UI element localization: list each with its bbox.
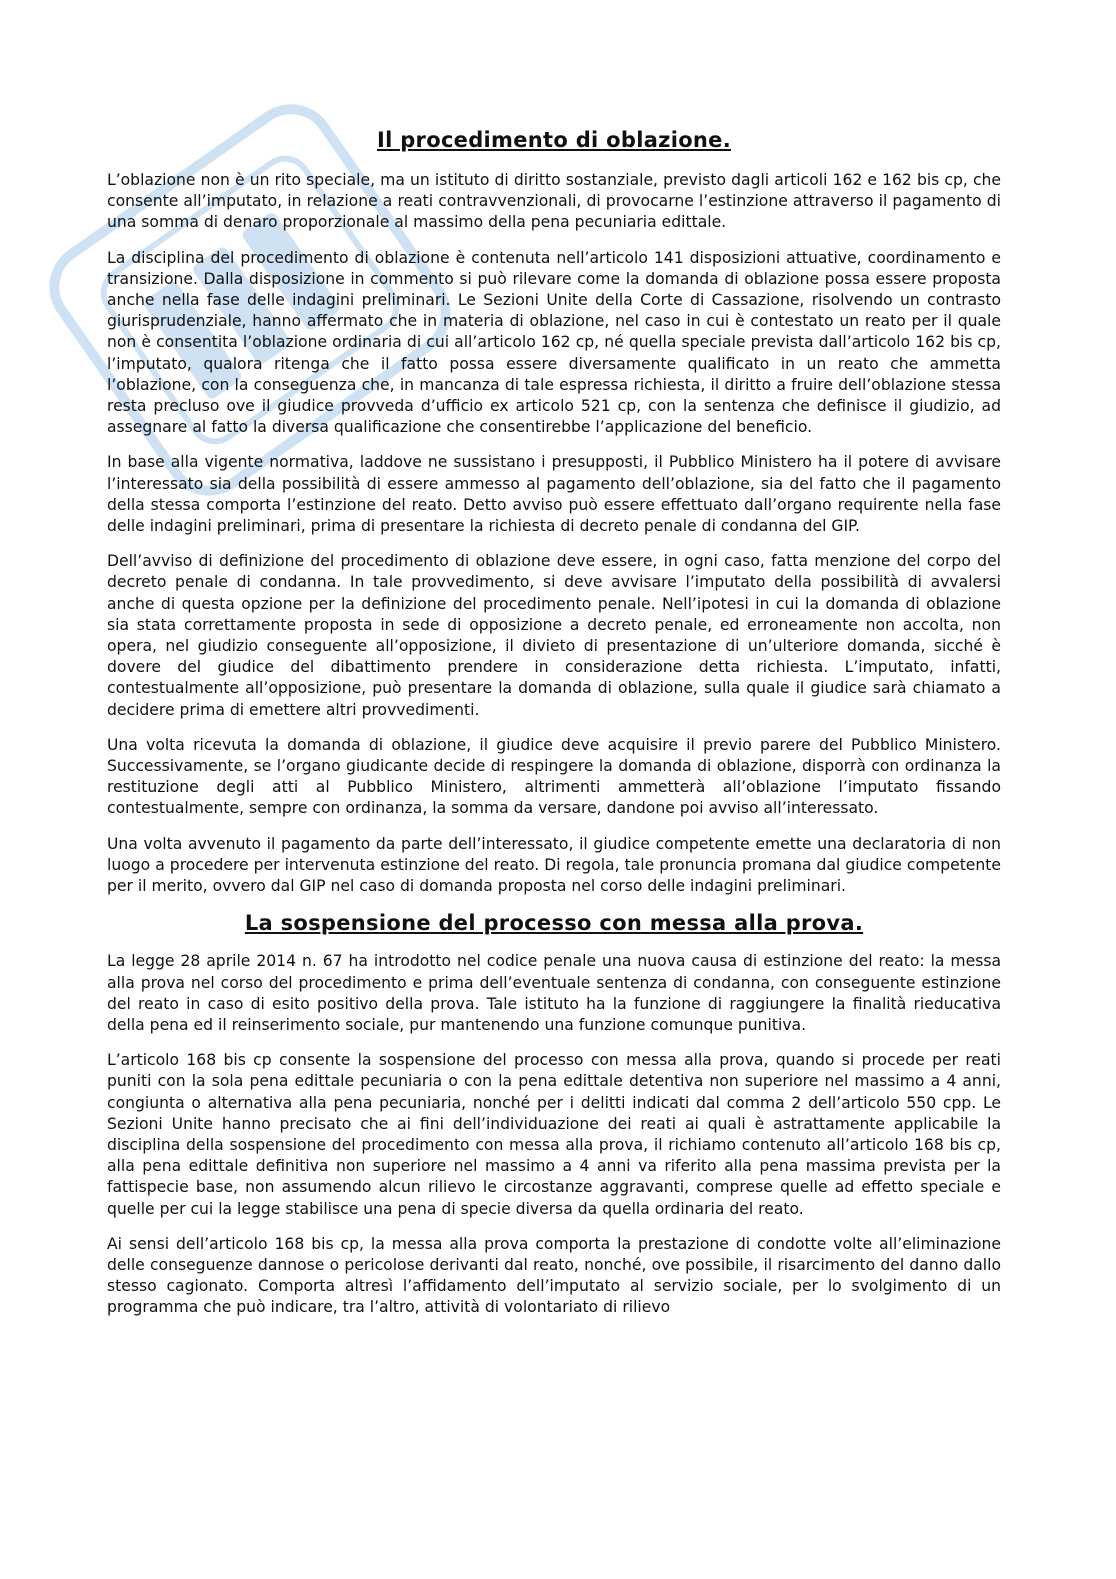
document-page: [107, 128, 1001, 1333]
paragraph: In base alla vigente normativa, laddove ne sussistano i presupposti, il Pubblico Ministero ha il potere di avvisare l’interessato sia della possibilità di essere ammesso al pagamento dell’oblazione, sia del fatto che il pagamento della stessa comporta l’estinzione del reato. Detto avviso può essere effettuato dall’organo requirente nella fase delle indagini preliminari, prima di presentare la richiesta di decreto penale di condanna del GIP.: [107, 453, 1001, 536]
paragraph: L’articolo 168 bis cp consente la sospensione del processo con messa alla prova, quando si procede per reati puniti con la sola pena edittale pecuniaria o con la pena edittale detentiva non superiore nel massimo a 4 anni, congiunta o alternativa alla pena pecuniaria, nonché per i delitti indicati dal comma 2 dell’articolo 550 cpp. Le Sezioni Unite hanno precisato che ai fini dell’individuazione dei reati ai quali è astrattamente applicabile la disciplina della sospensione del procedimento con messa alla prova, il richiamo contenuto all’articolo 168 bis cp, alla pena edittale definitiva non superiore nel massimo a 4 anni va riferito alla pena massima prevista per la fattispecie base, non assumendo alcun rilievo le circostanze aggravanti, comprese quelle ad effetto speciale e quelle per cui la legge stabilisce una pena di specie diversa da quella ordinaria del reato.: [107, 1051, 1001, 1218]
paragraph: L’oblazione non è un rito speciale, ma un istituto di diritto sostanziale, previsto dagli articoli 162 e 162 bis cp, che consente all’imputato, in relazione a reati contravvenzionali, di provocarne l’estinzione attraverso il pagamento di una somma di denaro proporzionale al massimo della pena pecuniaria edittale.: [107, 171, 1001, 232]
paragraph: Una volta ricevuta la domanda di oblazione, il giudice deve acquisire il previo parere del Pubblico Ministero. Successivamente, se l’organo giudicante decide di respingere la domanda di oblazione, disporrà con ordinanza la restituzione degli atti al Pubblico Ministero, altrimenti ammetterà all’oblazione l’imputato fissando contestualmente, sempre con ordinanza, la somma da versare, dandone poi avviso all’interessato.: [107, 735, 1001, 818]
paragraph: Ai sensi dell’articolo 168 bis cp, la messa alla prova comporta la prestazione di condotte volte all’eliminazione delle conseguenze dannose o pericolose derivanti dal reato, nonché, ove possibile, il risarcimento del danno dallo stesso cagionato. Comporta altresì l’affidamento dell’imputato al servizio sociale, per lo svolgimento di un programma che può indicare, tra l’altro, attività di volontariato di rilievo: [107, 1234, 1001, 1317]
section-title-oblazione: Il procedimento di oblazione.: [377, 128, 731, 152]
paragraph: Una volta avvenuto il pagamento da parte dell’interessato, il giudice competente emette una declaratoria di non luogo a procedere per intervenuta estinzione del reato. Di regola, tale pronuncia promana dal giudice competente per il merito, ovvero dal GIP nel caso di domanda proposta nel corso delle indagini preliminari.: [107, 834, 1001, 896]
section-title-messa-alla-prova: La sospensione del processo con messa alla prova.: [244, 911, 864, 936]
paragraph: Dell’avviso di definizione del procedimento di oblazione deve essere, in ogni caso, fatta menzione del corpo del decreto penale di condanna. In tale provvedimento, si deve avvisare l’imputato della possibilità di avvalersi anche di questa opzione per la definizione del procedimento penale. Nell’ipotesi in cui la domanda di oblazione sia stata correttamente proposta in sede di opposizione a decreto penale, ed erroneamente non accolta, non opera, nel giudizio conseguente all’opposizione, il divieto di presentazione di un’ulteriore domanda, sicché è dovere del giudice del dibattimento prendere in considerazione detta richiesta. L’imputato, infatti, contestualmente all’opposizione, può presentare la domanda di oblazione, sulla quale il giudice sarà chiamato a decidere prima di emettere altri provvedimenti.: [107, 552, 1001, 719]
paragraph: La legge 28 aprile 2014 n. 67 ha introdotto nel codice penale una nuova causa di estinzione del reato: la messa alla prova nel corso del procedimento e prima dell’eventuale sentenza di condanna, con conseguente estinzione del reato in caso di esito positivo della prova. Tale istituto ha la funzione di raggiungere la finalità rieducativa della pena ed il reinserimento sociale, pur mantenendo una funzione comunque punitiva.: [107, 952, 1001, 1034]
paragraph: La disciplina del procedimento di oblazione è contenuta nell’articolo 141 disposizioni attuative, coordinamento e transizione. Dalla disposizione in commento si può rilevare come la domanda di oblazione possa essere proposta anche nella fase delle indagini preliminari. Le Sezioni Unite della Corte di Cassazione, risolvendo un contrasto giurisprudenziale, hanno affermato che in materia di oblazione, nel caso in cui è contestato un reato per il quale non è consentita l’oblazione ordinaria di cui all’articolo 162 cp, né quella speciale prevista dall’articolo 162 bis cp, l’imputato, qualora ritenga che il fatto possa essere diversamente qualificato in un reato che ammetta l’oblazione, con la conseguenza che, in mancanza di tale espressa richiesta, il diritto a fruire dell’oblazione stessa resta precluso ove il giudice provveda d’ufficio ex articolo 521 cp, con la sentenza che definisce il giudizio, ad assegnare al fatto la diversa qualificazione che consentirebbe l’applicazione del beneficio.: [107, 248, 1001, 437]
